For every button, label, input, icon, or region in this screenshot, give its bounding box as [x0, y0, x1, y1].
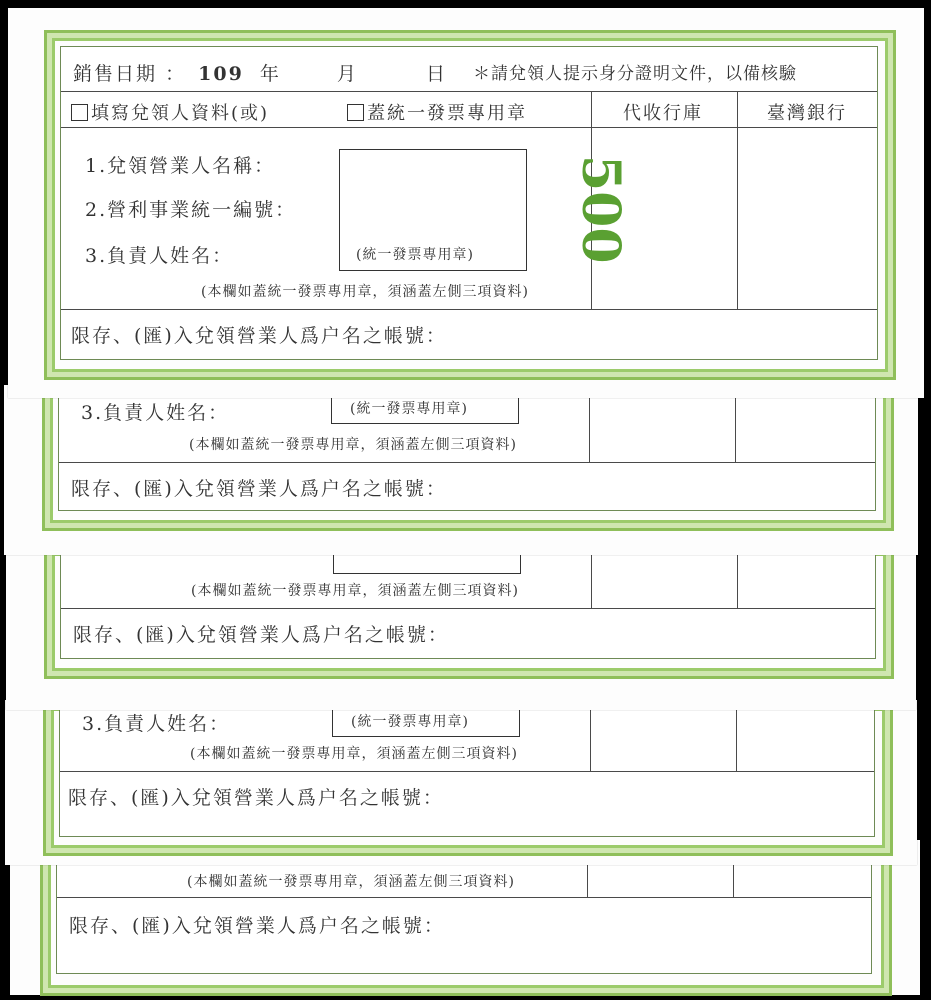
account-label: 限存、(匯)入兌領營業人爲户名之帳號：: [71, 325, 447, 347]
owner-name-label: 3.負責人姓名：: [81, 402, 230, 424]
ticket-inner: [56, 848, 872, 974]
checkbox-icon[interactable]: [71, 104, 88, 121]
stamp-note: (本欄如蓋統一發票專用章，須涵蓋左側三項資料): [201, 284, 529, 300]
stamp-caption: (統一發票專用章): [350, 401, 468, 417]
stamp-caption: (統一發票專用章): [356, 247, 474, 263]
account-label: 限存、(匯)入兌領營業人爲户名之帳號：: [71, 478, 447, 500]
bank-name: 臺灣銀行: [767, 103, 847, 124]
collecting-bank-label: 代收行庫: [623, 103, 703, 124]
checkbox-icon[interactable]: [347, 104, 364, 121]
ticket-sheet-2: [4, 385, 918, 555]
stamp-note: (本欄如蓋統一發票專用章，須涵蓋左側三項資料): [189, 437, 517, 453]
stamp-note: (本欄如蓋統一發票專用章，須涵蓋左側三項資料): [190, 746, 518, 762]
sale-year: 109: [198, 63, 244, 85]
ticket-inner: [60, 545, 876, 659]
partial-denomination: 500: [570, 155, 631, 264]
ticket-inner: [58, 385, 876, 511]
business-name-label: 1.兌領營業人名稱：: [85, 155, 276, 177]
account-label: 限存、(匯)入兌領營業人爲户名之帳號：: [69, 915, 445, 937]
stamp-note: (本欄如蓋統一發票專用章，須涵蓋左側三項資料): [187, 874, 515, 890]
account-label: 限存、(匯)入兌領營業人爲户名之帳號：: [68, 787, 444, 809]
account-label: 限存、(匯)入兌領營業人爲户名之帳號：: [73, 624, 449, 646]
ticket-sheet-1: [8, 8, 924, 398]
owner-name-label: 3.負責人姓名：: [85, 245, 234, 267]
ticket-sheet-3: [6, 545, 916, 710]
fill-info-option[interactable]: 填寫兌領人資料(或): [71, 99, 269, 125]
ticket-inner: [60, 46, 878, 360]
ticket-inner: [59, 700, 875, 837]
ticket-sheet-4: [5, 700, 917, 865]
sale-date-label: 銷售日期 ： 109 年 月 日: [73, 63, 447, 85]
tax-id-label: 2.營利事業統一編號：: [85, 199, 297, 221]
owner-name-label: 3.負責人姓名：: [82, 713, 231, 735]
stamp-note: (本欄如蓋統一發票專用章，須涵蓋左側三項資料): [191, 583, 519, 599]
stamp-option[interactable]: 蓋統一發票專用章: [347, 99, 527, 125]
id-notice: ＊請兌領人提示身分證明文件，以備核驗: [473, 64, 797, 84]
stamp-caption: (統一發票專用章): [351, 714, 469, 730]
